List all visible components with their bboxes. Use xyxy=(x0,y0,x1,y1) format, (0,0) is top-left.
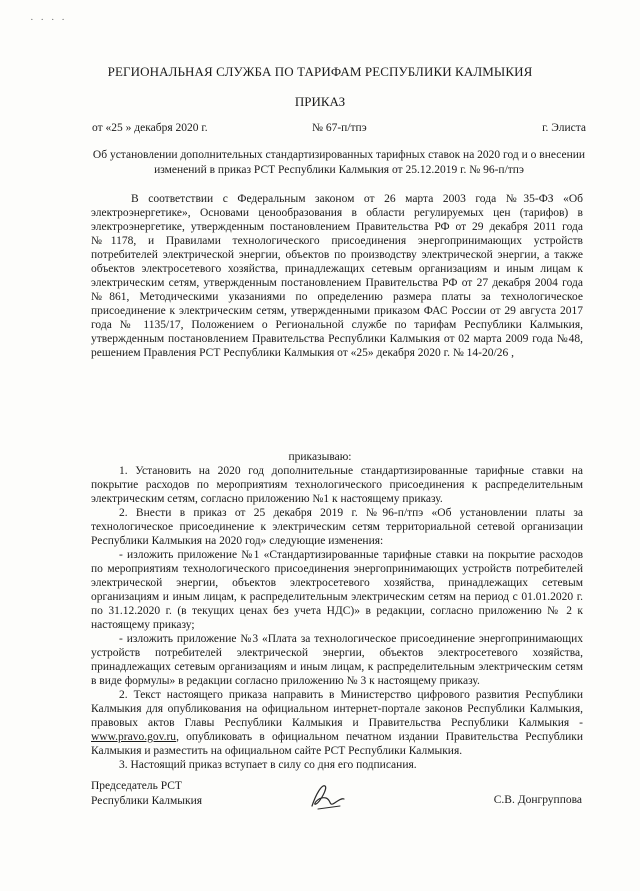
order-city: г. Элиста xyxy=(542,122,586,134)
pravo-link[interactable]: www.pravo.gov.ru xyxy=(91,731,177,743)
handwritten-signature xyxy=(306,776,346,816)
preamble-text: В соответствии с Федеральным законом от 26 марта 2003 года №35-ФЗ «Об электроэнергетике», Основами ценообразования в области регулируемых цен (тарифов) в электроэнергетике, утвержденным постановлением Правительства РФ от 29 декабря 2011 года №1178, и Правилами технологического присоединения энергопринимающих устройств потребителей электрической энергии, объектов по производству электрической энергии, а также объектов электросетевого хозяйства, принадлежащих сетевым организациям и иным лицам к электрическим сетям, утвержденным постановлением Правительства РФ от 27 декабря 2004 года №861, Методическими указаниями по определению размера платы за технологическое присоединение к электрическим сетям, утвержденными приказом ФАС России от 29 августа 2017 года № 1135/17, Положением о Региональной службе по тарифам Республики Калмыкия, утвержденным постановлением Правительства Республики Калмыкия от 02 марта 2009 года №48, решением Правления РСТ Республики Калмыкия от «25» декабря 2020 г. № 14-20/26 , xyxy=(91,193,583,359)
order-items xyxy=(91,464,583,772)
signatory-position-line1: Председатель РСТ xyxy=(91,780,182,792)
order-item-3-text-end: , опубликовать в официальном печатном издании Правительства Республики Калмыкия и разместить на официальном сайте РСТ Республики Калмыкия. xyxy=(91,731,583,757)
signatory-position xyxy=(91,779,202,809)
order-item-2a: - изложить приложение №1 «Стандартизированные тарифные ставки на покрытие расходов по мероприятиям технологического присоединения энергопринимающих устройств потребителей электрической энергии, объектов электросетевого хозяйства, принадлежащих сетевым организациям и иным лицам, к распределительным электрическим сетям на период с 01.01.2020 г. по 31.12.2020 г. (в текущих ценах без учета НДС)» в редакции, согласно приложению № 2 к настоящему приказу; xyxy=(91,549,583,631)
document-type: ПРИКАЗ xyxy=(294,94,346,109)
order-item-1: 1. Установить на 2020 год дополнительные стандартизированные тарифные ставки на покрытие расходов по мероприятиям технологического присоединения к распределительным электрическим сетям, согласно приложению №1 к настоящему приказу. xyxy=(91,465,583,505)
order-item-4: 3. Настоящий приказ вступает в силу со дня его подписания. xyxy=(119,759,417,771)
document-subject: Об установлении дополнительных стандартизированных тарифных ставок на 2020 год и о внесении изменений в приказ РСТ Республики Калмыкия от 25.12.2019 г. № 96-п/тпэ xyxy=(92,149,586,176)
order-number: № 67-п/тпэ xyxy=(312,122,367,134)
order-item-3-text: 2. Текст настоящего приказа направить в Министерство цифрового развития Республики Калмыкия для опубликования на официальном интернет-портале законов Республики Калмыкия, правовых актов Главы Республики Калмыкия и Правительства Республики Калмыкия - xyxy=(91,689,583,729)
order-item-3 xyxy=(91,688,583,758)
order-item-2b: - изложить приложение №3 «Плата за технологическое присоединение энергопринимающих устройств потребителей электрической энергии, объектов электросетевого хозяйства, принадлежащих сетевым организациям и иным лицам, к распределительным электрическим сетям в виде формулы» в редакции согласно приложению № 3 к настоящему приказу. xyxy=(91,633,583,687)
scan-mark: · · · · xyxy=(30,14,67,26)
signatory-name: С.В. Донгруппова xyxy=(493,794,582,806)
organization-title: РЕГИОНАЛЬНАЯ СЛУЖБА ПО ТАРИФАМ РЕСПУБЛИКИ КАЛМЫКИЯ xyxy=(107,64,533,79)
order-item-2: 2. Внести в приказ от 25 декабря 2019 г. №96-п/тпэ «Об установлении платы за технологическое присоединение к электрическим сетям территориальной сетевой организации Республики Калмыкия на 2020 год» следующие изменения: xyxy=(91,507,583,547)
signatory-position-line2: Республики Калмыкия xyxy=(91,795,203,807)
preamble xyxy=(91,192,583,360)
order-word: приказываю: xyxy=(288,451,352,463)
order-date: от «25 » декабря 2020 г. xyxy=(92,122,208,134)
